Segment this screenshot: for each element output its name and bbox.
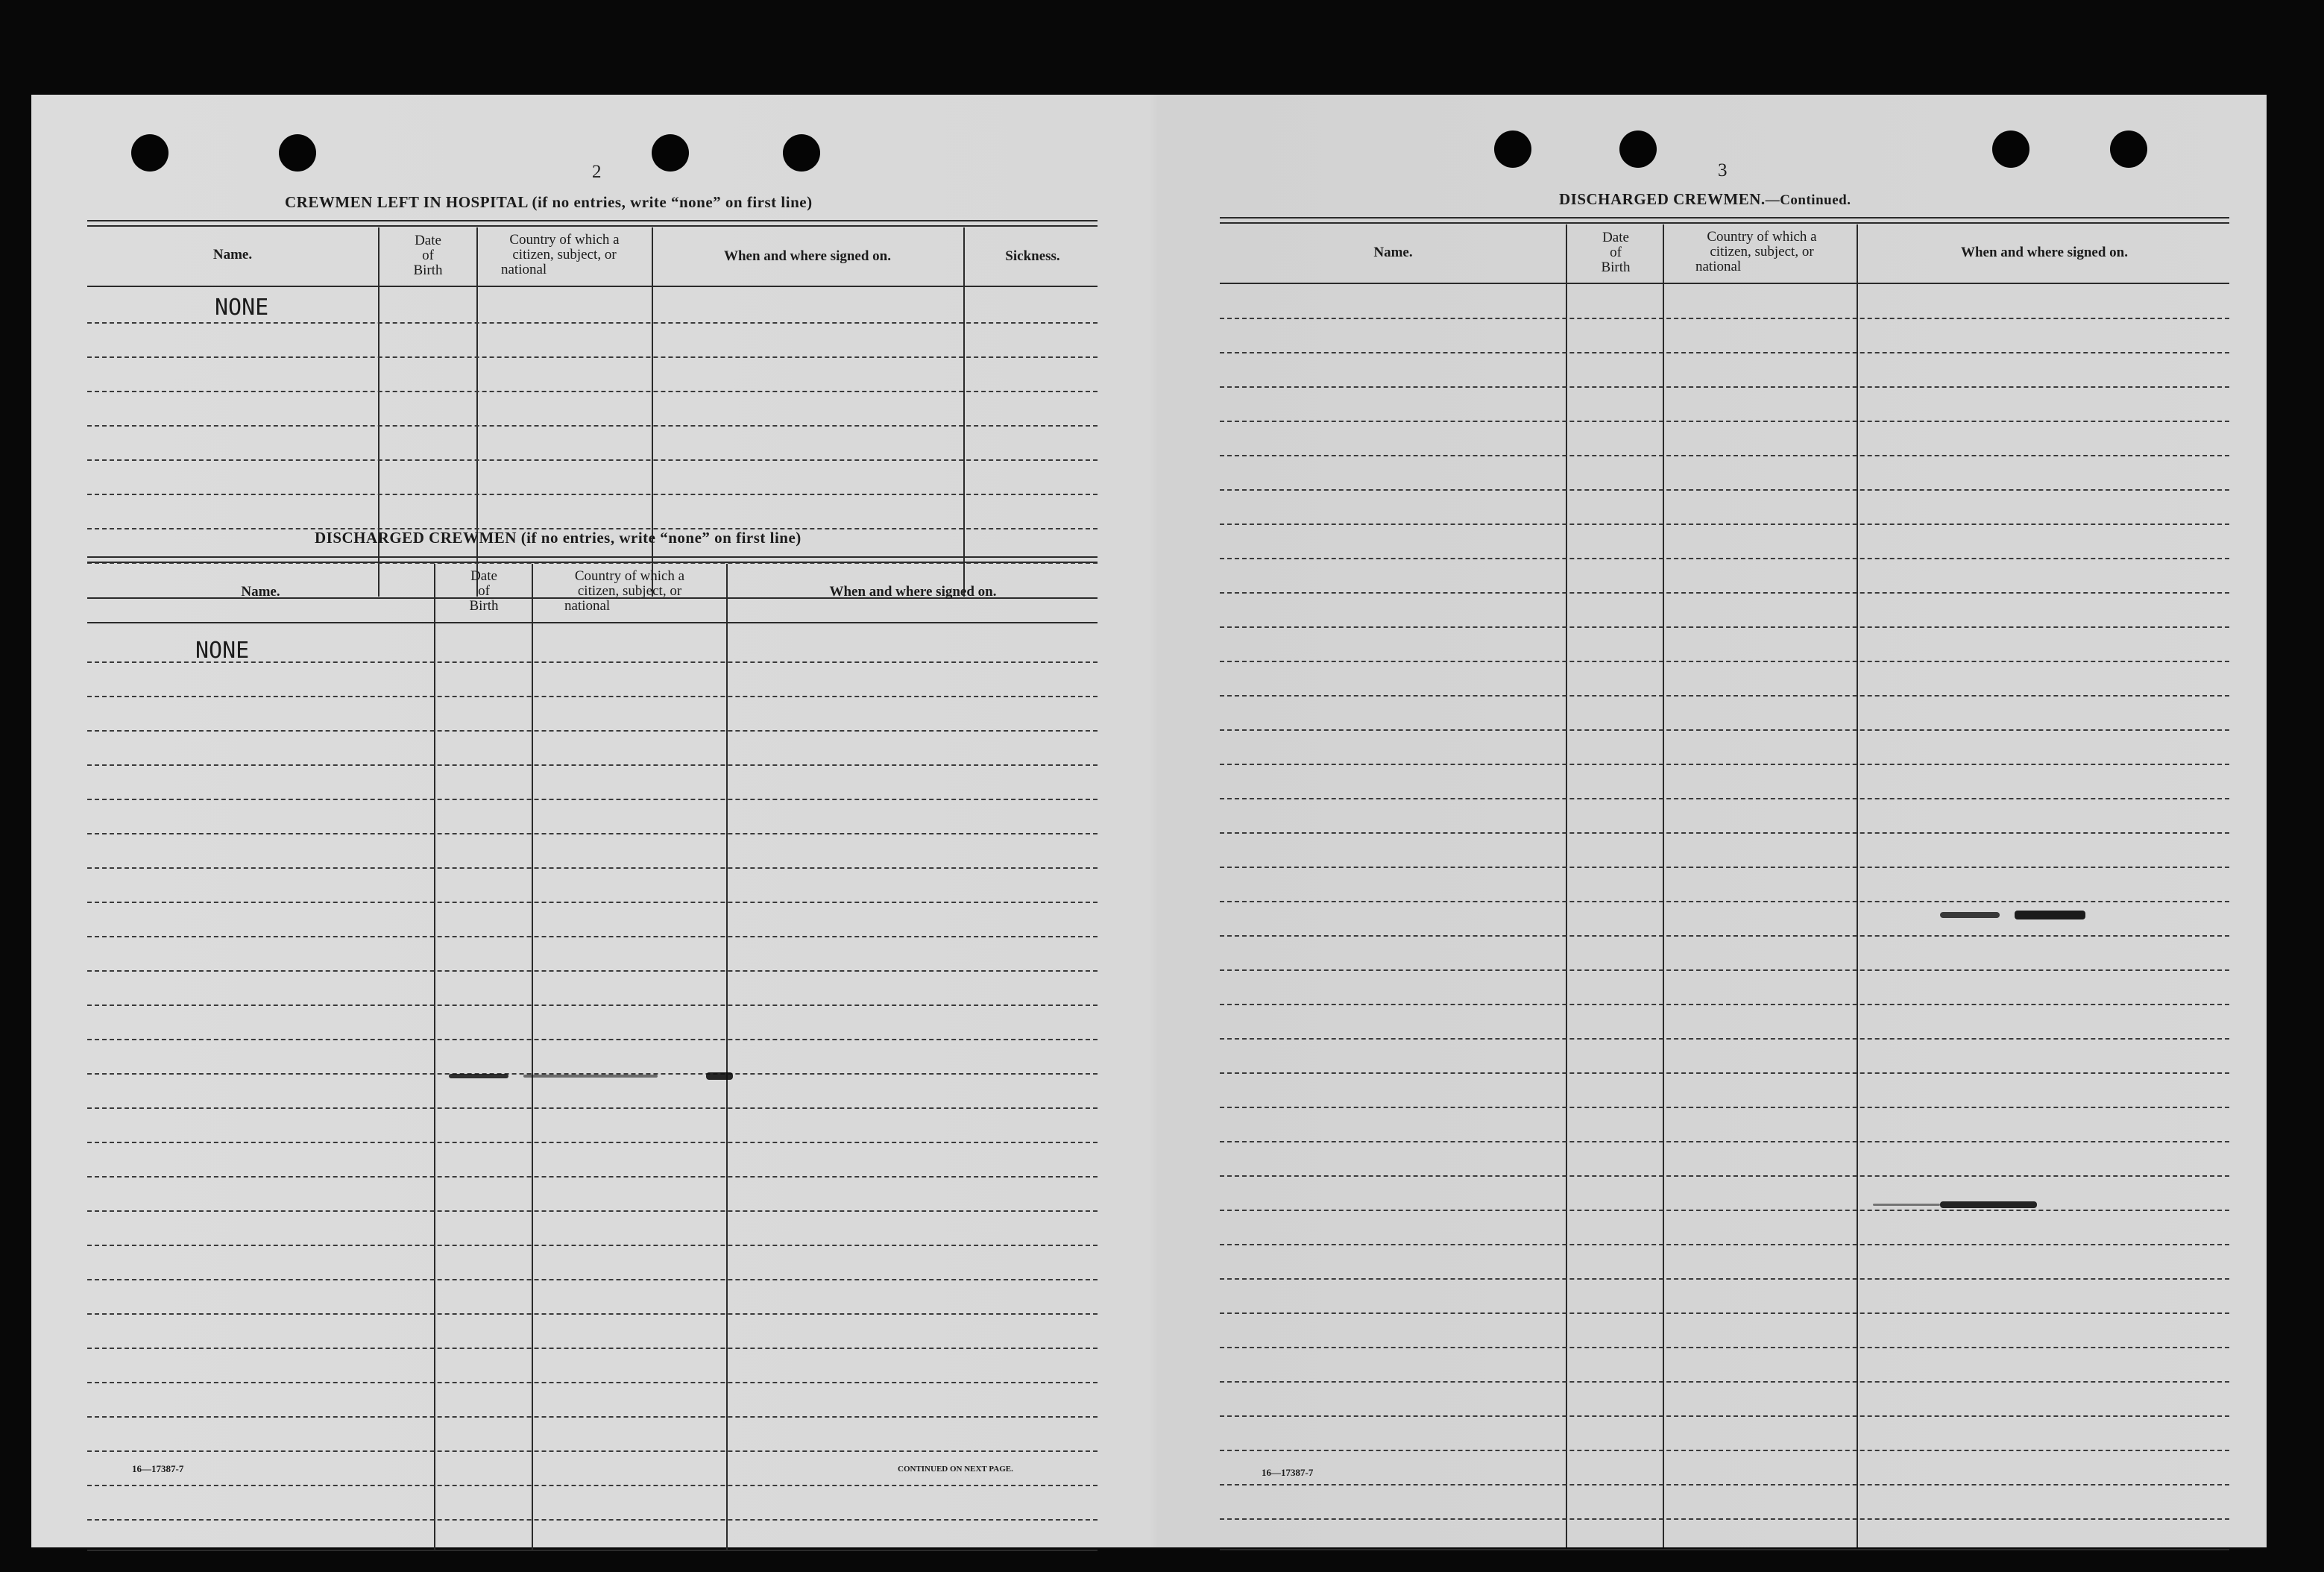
ruled-line (1220, 1347, 2229, 1348)
ruled-line (1220, 867, 2229, 868)
punch-hole (279, 134, 316, 172)
ruled-line (1220, 798, 2229, 799)
ruled-line (87, 1382, 1098, 1383)
page-number: 2 (592, 162, 602, 182)
discharged-section-title: DISCHARGED CREWMEN (if no entries, write “none” on first line) (315, 529, 802, 547)
ruled-line (87, 696, 1098, 697)
ruled-line (1220, 524, 2229, 525)
ruled-line (1220, 1141, 2229, 1142)
column-header-when-where: When and where signed on. (723, 248, 891, 264)
ruled-line (87, 1176, 1098, 1178)
ruled-line (1220, 1175, 2229, 1177)
ruled-line (87, 833, 1098, 834)
ruled-line (1220, 1107, 2229, 1108)
discharged-name-entry: NONE (195, 638, 250, 664)
manifest-sheet (31, 95, 2267, 1547)
ink-smudge (1940, 1201, 2037, 1208)
ruled-line (1220, 969, 2229, 971)
ink-smudge (523, 1075, 658, 1078)
ruled-line (1220, 352, 2229, 353)
ruled-line (87, 799, 1098, 800)
ink-smudge (1873, 1204, 1940, 1206)
ruled-line (1220, 626, 2229, 628)
ruled-line (87, 1107, 1098, 1109)
column-header-dob: Date of Birth (1601, 230, 1631, 275)
form-number: 16—17387-7 (1262, 1467, 1314, 1478)
ruled-line (1220, 421, 2229, 422)
column-header-country: Country of which a citizen, subject, or national (564, 568, 685, 614)
ruled-line (1220, 661, 2229, 662)
ruled-line (87, 459, 1098, 461)
form-number: 16—17387-7 (132, 1463, 184, 1474)
ruled-line (1220, 1312, 2229, 1314)
column-header-country: Country of which a citizen, subject, or national (501, 232, 620, 277)
ruled-line (1220, 832, 2229, 834)
ruled-line (1220, 729, 2229, 731)
punch-hole (1619, 131, 1657, 168)
punch-hole (1992, 131, 2029, 168)
page-number: 3 (1718, 160, 1728, 180)
column-header-name: Name. (241, 584, 280, 600)
ruled-line (1220, 1210, 2229, 1211)
ruled-line (87, 867, 1098, 869)
ruled-line (1220, 318, 2229, 319)
ruled-line (87, 1142, 1098, 1143)
ruled-line (1220, 489, 2229, 491)
ruled-line (1220, 1415, 2229, 1417)
ruled-line (1220, 1244, 2229, 1245)
column-header-name: Name. (1373, 245, 1413, 260)
column-header-sickness: Sickness. (1005, 248, 1060, 264)
continued-note: CONTINUED ON NEXT PAGE. (898, 1465, 1013, 1474)
ruled-line (87, 391, 1098, 392)
hospital-section-title: CREWMEN LEFT IN HOSPITAL (if no entries, write “none” on first line) (285, 193, 813, 211)
column-header-dob: Date of Birth (469, 568, 499, 614)
column-header-when-where: When and where signed on. (829, 584, 997, 600)
ruled-line (87, 1245, 1098, 1246)
ruled-line (87, 1348, 1098, 1349)
ruled-line (1220, 1004, 2229, 1005)
ruled-line (1220, 386, 2229, 388)
ink-smudge (449, 1074, 508, 1078)
ruled-line (87, 1210, 1098, 1212)
ruled-line (1220, 1381, 2229, 1383)
ruled-line (1220, 1038, 2229, 1040)
ruled-line (87, 1519, 1098, 1521)
punch-hole (1494, 131, 1531, 168)
ruled-line (87, 1039, 1098, 1040)
ruled-line (1220, 558, 2229, 559)
ruled-line (1220, 1072, 2229, 1074)
ruled-line (87, 322, 1098, 324)
punch-hole (783, 134, 820, 172)
ruled-line (1220, 1278, 2229, 1280)
discharged-continued-title: DISCHARGED CREWMEN.—Continued. (1559, 190, 1851, 208)
ruled-line (87, 494, 1098, 495)
punch-hole (2110, 131, 2147, 168)
ruled-line (1220, 695, 2229, 697)
ink-smudge (1940, 912, 2000, 918)
ruled-line (87, 1279, 1098, 1280)
ruled-line (87, 1004, 1098, 1006)
ruled-line (87, 730, 1098, 732)
column-header-country: Country of which a citizen, subject, or national (1695, 229, 1817, 274)
ruled-line (1220, 1518, 2229, 1520)
ruled-line (87, 1485, 1098, 1486)
ruled-line (87, 356, 1098, 358)
ruled-line (87, 1416, 1098, 1418)
ruled-line (87, 902, 1098, 903)
punch-hole (652, 134, 689, 172)
ruled-line (1220, 592, 2229, 594)
ruled-line (1220, 1450, 2229, 1451)
ink-smudge (706, 1072, 733, 1080)
column-header-name: Name. (212, 247, 253, 262)
column-header-dob: Date of Birth (413, 233, 443, 278)
ink-smudge (2015, 911, 2085, 919)
ruled-line (87, 1313, 1098, 1315)
ruled-line (1220, 764, 2229, 765)
ruled-line (87, 425, 1098, 427)
ruled-line (1220, 455, 2229, 456)
ruled-line (1220, 1484, 2229, 1485)
ruled-line (1220, 935, 2229, 937)
ruled-line (87, 1450, 1098, 1452)
ruled-line (87, 970, 1098, 972)
ruled-line (1220, 901, 2229, 902)
hospital-name-entry: NONE (215, 295, 269, 321)
punch-hole (131, 134, 169, 172)
column-header-when-where: When and where signed on. (1960, 245, 2128, 260)
ruled-line (87, 764, 1098, 766)
ruled-line (87, 936, 1098, 937)
